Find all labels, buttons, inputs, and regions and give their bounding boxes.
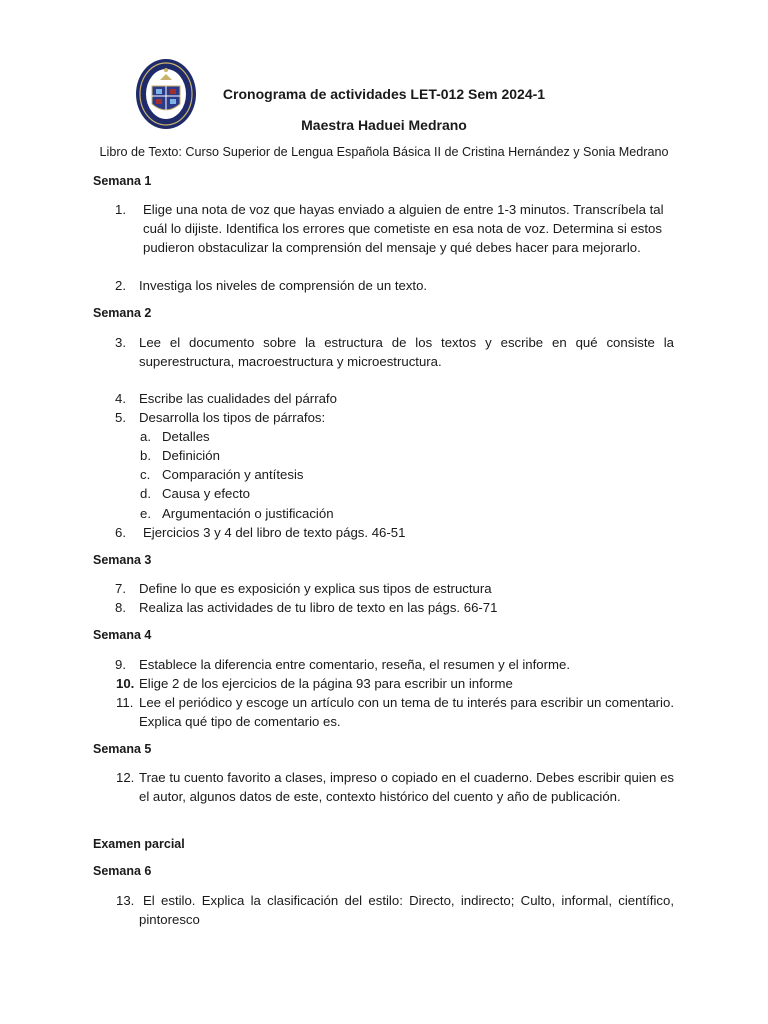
item-text: Desarrolla los tipos de párrafos: [139, 410, 326, 425]
textbook-reference: Libro de Texto: Curso Superior de Lengua Española Básica II de Cristina Hernández y Sonia Medrano [99, 145, 669, 159]
section-heading-week-5: Semana 5 [93, 742, 152, 756]
list-item [93, 768, 674, 806]
item-number: 3. [115, 335, 126, 350]
sub-item-letter: a. [140, 429, 151, 444]
item-text: Establece la diferencia entre comentario, reseña, el resumen y el informe. [139, 657, 571, 672]
sub-list-item [140, 504, 334, 523]
item-text: Ejercicios 3 y 4 del libro de texto págs. 46-51 [143, 525, 406, 540]
sub-item-letter: c. [140, 467, 151, 482]
list-item [93, 389, 674, 408]
list-item [93, 333, 674, 371]
section-heading-week-3: Semana 3 [93, 553, 152, 567]
list-item [93, 655, 674, 674]
item-number: 4. [115, 391, 126, 406]
item-number: 12. [116, 770, 135, 785]
sub-item-text: Detalles [162, 429, 210, 444]
item-text: Escribe las cualidades del párrafo [139, 391, 337, 406]
item-number: 10. [116, 676, 135, 691]
item-text: Elige una nota de voz que hayas enviado a alguien de entre 1-3 minutos. Transcríbela tal cuál lo dijiste. Identifica los errores que cometiste en esa nota de voz. Determina si estos pudieron obstaculizar la comprensión del mensaje y qué debes hacer para mejorarlo. [143, 202, 664, 256]
item-text: Lee el periódico y escoge un artículo con un tema de tu interés para escribir un comentario. Explica qué tipo de comentario es. [139, 695, 674, 730]
sub-item-letter: b. [140, 448, 151, 463]
item-number: 13. [116, 893, 135, 908]
teacher-name: Maestra Haduei Medrano [301, 117, 467, 133]
list-item [93, 598, 674, 617]
item-number: 1. [115, 202, 126, 217]
list-item [93, 408, 674, 427]
item-text: Investiga los niveles de comprensión de un texto. [139, 278, 428, 293]
sub-item-text: Comparación y antítesis [162, 467, 304, 482]
item-number: 11. [116, 695, 134, 710]
list-item [93, 200, 674, 258]
item-text: Lee el documento sobre la estructura de los textos y escribe en qué consiste la superestructura, macroestructura y microestructura. [139, 335, 674, 370]
item-text: Elige 2 de los ejercicios de la página 93 para escribir un informe [139, 676, 513, 691]
item-text: Trae tu cuento favorito a clases, impreso o copiado en el cuaderno. Debes escribir quien es el autor, algunos datos de este, contexto histórico del cuento y año de publicación. [139, 770, 674, 805]
section-heading-week-2: Semana 2 [93, 306, 152, 320]
list-item [93, 276, 674, 295]
item-text: El estilo. Explica la clasificación del estilo: Directo, indirecto; Culto, informal, científico, pintoresco [139, 893, 674, 928]
section-heading-week-1: Semana 1 [93, 174, 152, 188]
sub-list-item [140, 427, 210, 446]
item-number: 2. [115, 278, 126, 293]
item-text: Realiza las actividades de tu libro de texto en las págs. 66-71 [139, 600, 498, 615]
sub-list-item [140, 446, 220, 465]
item-number: 7. [115, 581, 126, 596]
item-text: Define lo que es exposición y explica sus tipos de estructura [139, 581, 492, 596]
item-number: 5. [115, 410, 126, 425]
list-item [93, 579, 674, 598]
item-number: 8. [115, 600, 126, 615]
sub-item-text: Definición [162, 448, 220, 463]
list-item [93, 674, 674, 693]
section-heading-week-4: Semana 4 [93, 628, 152, 642]
sub-list-item [140, 484, 250, 503]
section-heading-week-6: Semana 6 [93, 864, 152, 878]
sub-item-letter: e. [140, 506, 151, 521]
item-number: 6. [115, 525, 126, 540]
document-title: Cronograma de actividades LET-012 Sem 2024-1 [222, 86, 546, 102]
sub-list-item [140, 465, 303, 484]
item-number: 9. [115, 657, 126, 672]
list-item [93, 693, 674, 731]
sub-item-text: Argumentación o justificación [162, 506, 334, 521]
sub-item-text: Causa y efecto [162, 486, 250, 501]
list-item [93, 523, 674, 542]
section-heading-exam: Examen parcial [93, 837, 185, 851]
sub-item-letter: d. [140, 486, 151, 501]
list-item [93, 891, 674, 929]
